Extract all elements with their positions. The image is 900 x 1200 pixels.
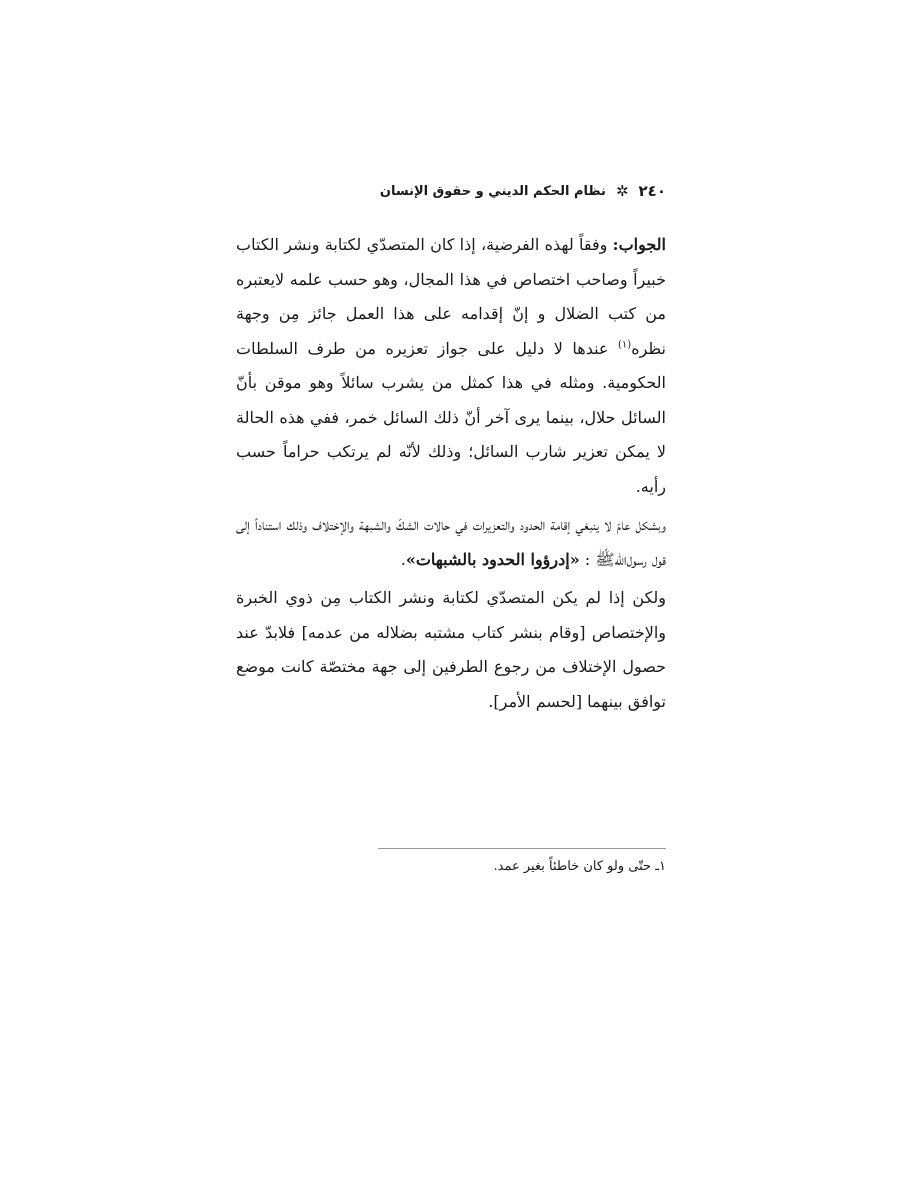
answer-label: الجواب: [612,235,666,254]
paragraph-doubt [236,508,666,577]
paragraph-doubt-end: . [400,549,406,569]
book-title: نظام الحكم الديني و حقوق الإنسان [379,183,606,199]
footnote-1: ١ـ حتّى ولو كان خاطئاً بغير عمد. [493,859,666,874]
paragraph-non-expert [236,581,666,719]
paragraph-non-expert-text: ولكن إذا لم يكن المتصدّي لكتابة ونشر الكتاب مِن ذوي الخبرة والإختصاص [وقام بنشر كتاب مشتبه بضلاله من عدمه] فلابدّ عند حصول الإختلاف من رجوع الطرفين إلى جهة مختصّة كانت موضع توافق بينهما [لحسم الأمر]. [236,588,666,711]
paragraph-answer [236,228,666,504]
flower-ornament-icon: ✲ [615,181,629,200]
paragraph-answer-text-b: عندها لا دليل على جواز تعزيره من طرف السلطات الحكومية. ومثله في هذا كمثل من يشرب سائلاً وهو موقن بأنّ السائل حلال، بينما يرى آخر أنّ ذلك السائل خمر، ففي هذه الحالة لا يمكن تعزير شارب السائل؛ وذلك لأنّه لم يرتكب حراماً حسب رأيه. [236,338,666,496]
footnote-reference: (١) [618,339,632,351]
hadith-quote: «إدرؤوا الحدود بالشبهات» [405,549,580,569]
paragraph-doubt-text: وبشكل عامّ لا ينبغي إقامة الحدود والتعزيرات في حالات الشكّ والشبهة والإختلاف وذلك استناداً إلى قول رسول‌اللّه‌ﷺ : [236,515,666,569]
page-number: ٢٤٠ [638,182,666,200]
running-header [236,178,666,204]
paragraph-answer-text-a: وفقاً لهذه الفرضية، إذا كان المتصدّي لكتابة ونشر الكتاب خبيراً وصاحب اختصاص في هذا المجال، وهو حسب علمه لايعتبره من كتب الضلال و إنّ إقدامه على هذا العمل جائز مِن وجهة نظره [236,235,666,358]
footnote-divider [378,848,666,849]
main-text [236,228,666,719]
